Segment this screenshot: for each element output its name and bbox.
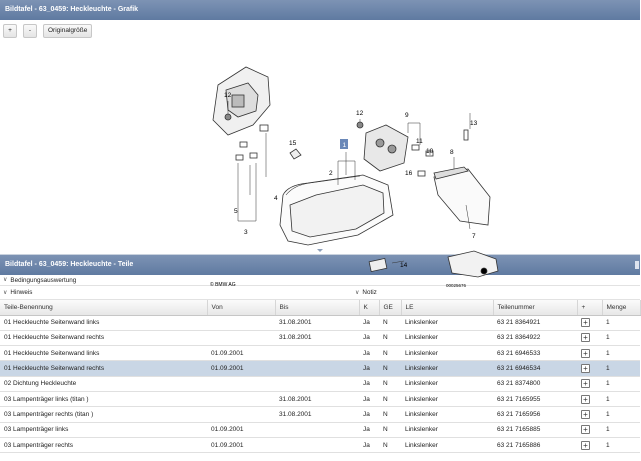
graphic-panel-header: Bildtafel - 63_0459: Heckleuchte - Grafik <box>0 0 640 20</box>
column-part-number-cell: 63 21 8374800 <box>493 376 577 391</box>
column-quantity-header[interactable]: Menge <box>602 300 640 315</box>
diagram-housing-left-inner <box>232 95 244 107</box>
diagram-label[interactable]: 8 <box>450 149 454 156</box>
splitter-arrow-icon <box>317 249 323 252</box>
column-le-cell: Linkslenker <box>401 376 493 391</box>
add-to-cart-icon[interactable]: + <box>581 364 590 373</box>
diagram-carrier-socket-b <box>388 145 396 153</box>
hint-label: Hinweis <box>10 289 33 296</box>
diagram-label[interactable]: 9 <box>405 112 409 119</box>
diagram-label[interactable]: 4 <box>274 195 278 202</box>
column-part-name-cell: 03 Lampenträger links <box>0 422 207 437</box>
zoom-in-button[interactable]: + <box>3 24 17 38</box>
column-k-cell: Ja <box>359 407 379 422</box>
table-row[interactable] <box>0 376 640 391</box>
column-quantity-cell: 1 <box>602 376 640 391</box>
conditions-row[interactable] <box>0 275 640 286</box>
note-toggle[interactable] <box>352 289 640 296</box>
add-to-cart-icon[interactable]: + <box>581 318 590 327</box>
table-row[interactable] <box>0 391 640 406</box>
column-ge-cell: N <box>379 346 401 361</box>
column-from-header[interactable]: Von <box>207 300 275 315</box>
chevron-down-icon: ∨ <box>3 276 8 283</box>
add-to-cart-cell <box>577 346 602 361</box>
table-row[interactable] <box>0 422 640 437</box>
table-row[interactable] <box>0 361 640 376</box>
column-quantity-cell: 1 <box>602 315 640 330</box>
column-ge-cell: N <box>379 315 401 330</box>
add-to-cart-cell <box>577 391 602 406</box>
parts-diagram[interactable] <box>198 45 506 288</box>
column-ge-cell: N <box>379 422 401 437</box>
add-to-cart-cell <box>577 376 602 391</box>
column-le-cell: Linkslenker <box>401 346 493 361</box>
hint-note-row <box>0 286 640 300</box>
table-row[interactable] <box>0 437 640 452</box>
column-le-cell: Linkslenker <box>401 330 493 345</box>
column-ge-cell: N <box>379 361 401 376</box>
table-header-row <box>0 300 640 315</box>
column-quantity-cell: 1 <box>602 437 640 452</box>
column-to-cell <box>275 422 359 437</box>
chevron-down-icon: ∨ <box>3 290 8 296</box>
column-ge-cell: N <box>379 391 401 406</box>
column-part-number-cell: 63 21 7165956 <box>493 407 577 422</box>
column-part-number-header[interactable]: Teilenummer <box>493 300 577 315</box>
column-to-cell <box>275 361 359 376</box>
add-to-cart-cell <box>577 422 602 437</box>
column-le-cell: Linkslenker <box>401 407 493 422</box>
diagram-label[interactable]: 3 <box>244 229 248 236</box>
chevron-down-icon: ∨ <box>355 290 360 296</box>
column-part-number-cell: 63 21 7165885 <box>493 422 577 437</box>
column-le-header[interactable]: LE <box>401 300 493 315</box>
panel-edge-icon[interactable] <box>635 261 639 269</box>
column-le-cell: Linkslenker <box>401 391 493 406</box>
column-part-name-header[interactable]: Teile-Benennung <box>0 300 207 315</box>
diagram-brand: © BMW AG <box>210 282 236 288</box>
column-part-name-cell: 01 Heckleuchte Seitenwand links <box>0 346 207 361</box>
column-from-cell <box>207 376 275 391</box>
hint-toggle[interactable] <box>0 289 352 296</box>
column-add-header[interactable]: + <box>577 300 602 315</box>
diagram-label[interactable]: 13 <box>470 120 478 127</box>
column-part-number-cell: 63 21 7165955 <box>493 391 577 406</box>
column-part-name-cell: 01 Heckleuchte Seitenwand rechts <box>0 361 207 376</box>
column-from-cell: 01.09.2001 <box>207 437 275 452</box>
table-row[interactable] <box>0 346 640 361</box>
column-k-cell: Ja <box>359 315 379 330</box>
add-to-cart-cell <box>577 330 602 345</box>
column-le-cell: Linkslenker <box>401 437 493 452</box>
column-k-cell: Ja <box>359 422 379 437</box>
column-part-name-cell: 02 Dichtung Heckleuchte <box>0 376 207 391</box>
table-row[interactable] <box>0 330 640 345</box>
diagram-socket-15 <box>290 149 301 159</box>
column-to-cell: 31.08.2001 <box>275 407 359 422</box>
add-to-cart-icon[interactable]: + <box>581 333 590 342</box>
add-to-cart-icon[interactable]: + <box>581 441 590 450</box>
original-size-button[interactable]: Originalgröße <box>43 24 92 38</box>
diagram-label[interactable]: 16 <box>405 170 413 177</box>
column-to-cell <box>275 346 359 361</box>
diagram-image-code: 00025676 <box>446 283 467 288</box>
add-to-cart-cell <box>577 407 602 422</box>
diagram-label[interactable]: 2 <box>329 170 333 177</box>
column-to-cell: 31.08.2001 <box>275 391 359 406</box>
column-part-name-cell: 01 Heckleuchte Seitenwand links <box>0 315 207 330</box>
diagram-label[interactable]: 15 <box>289 140 297 147</box>
diagram-label[interactable]: 10 <box>426 148 434 155</box>
diagram-label[interactable]: 7 <box>472 233 476 240</box>
graphic-toolbar <box>0 20 640 42</box>
column-ge-header[interactable]: GE <box>379 300 401 315</box>
column-le-cell: Linkslenker <box>401 422 493 437</box>
column-k-cell: Ja <box>359 391 379 406</box>
column-quantity-cell: 1 <box>602 330 640 345</box>
diagram-label[interactable]: 14 <box>400 262 408 269</box>
column-quantity-cell: 1 <box>602 346 640 361</box>
column-quantity-cell: 1 <box>602 407 640 422</box>
add-to-cart-icon[interactable]: + <box>581 379 590 388</box>
column-quantity-cell: 1 <box>602 361 640 376</box>
column-from-cell: 01.09.2001 <box>207 361 275 376</box>
table-row[interactable] <box>0 407 640 422</box>
column-from-cell <box>207 315 275 330</box>
diagram-carrier-socket-a <box>376 139 384 147</box>
column-ge-cell: N <box>379 376 401 391</box>
diagram-label[interactable]: 5 <box>234 208 238 215</box>
diagram-grommet-center <box>357 122 363 128</box>
column-le-cell: Linkslenker <box>401 361 493 376</box>
column-k-cell: Ja <box>359 361 379 376</box>
add-to-cart-icon[interactable]: + <box>581 425 590 434</box>
column-k-cell: Ja <box>359 330 379 345</box>
column-from-cell <box>207 330 275 345</box>
diagram-label[interactable]: 11 <box>416 138 423 145</box>
add-to-cart-icon[interactable]: + <box>581 410 590 419</box>
diagram-label[interactable]: 12 <box>356 110 364 117</box>
column-part-name-cell: 03 Lampenträger rechts <box>0 437 207 452</box>
column-to-cell <box>275 437 359 452</box>
column-quantity-cell: 1 <box>602 391 640 406</box>
conditions-label: Bedingungsauswertung <box>10 276 77 284</box>
add-to-cart-cell <box>577 437 602 452</box>
column-part-number-cell: 63 21 6946534 <box>493 361 577 376</box>
column-to-cell: 31.08.2001 <box>275 315 359 330</box>
add-to-cart-icon[interactable]: + <box>581 349 590 358</box>
column-to-header[interactable]: Bis <box>275 300 359 315</box>
diagram-grommet-left <box>225 114 231 120</box>
column-part-name-cell: 03 Lampenträger rechts (titan ) <box>0 407 207 422</box>
column-part-number-cell: 63 21 6946533 <box>493 346 577 361</box>
column-k-cell: Ja <box>359 346 379 361</box>
add-to-cart-cell <box>577 361 602 376</box>
column-part-number-cell: 63 21 7165886 <box>493 437 577 452</box>
parts-table <box>0 300 641 453</box>
column-k-header[interactable]: K <box>359 300 379 315</box>
zoom-out-button[interactable]: - <box>23 24 37 38</box>
add-to-cart-cell <box>577 315 602 330</box>
parts-panel-header <box>0 255 640 275</box>
column-part-name-cell: 03 Lampenträger links (titan ) <box>0 391 207 406</box>
column-part-number-cell: 63 21 8364922 <box>493 330 577 345</box>
note-label: Notiz <box>362 289 377 296</box>
column-k-cell: Ja <box>359 376 379 391</box>
diagram-label[interactable]: 12 <box>224 92 232 99</box>
column-quantity-cell: 1 <box>602 422 640 437</box>
panel-splitter[interactable] <box>0 247 640 255</box>
parts-panel-title: Bildtafel - 63_0459: Heckleuchte - Teile <box>5 261 134 268</box>
column-to-cell: 31.08.2001 <box>275 330 359 345</box>
add-to-cart-icon[interactable]: + <box>581 395 590 404</box>
column-to-cell <box>275 376 359 391</box>
column-from-cell <box>207 391 275 406</box>
column-ge-cell: N <box>379 330 401 345</box>
column-ge-cell: N <box>379 407 401 422</box>
column-ge-cell: N <box>379 437 401 452</box>
diagram-label-selected[interactable]: 1 <box>342 142 347 149</box>
column-part-name-cell: 01 Heckleuchte Seitenwand rechts <box>0 330 207 345</box>
column-k-cell: Ja <box>359 437 379 452</box>
column-part-number-cell: 63 21 8364921 <box>493 315 577 330</box>
column-le-cell: Linkslenker <box>401 315 493 330</box>
column-from-cell: 01.09.2001 <box>207 346 275 361</box>
diagram-lamp-carrier <box>364 125 408 171</box>
column-from-cell: 01.09.2001 <box>207 422 275 437</box>
diagram-car-marker <box>481 268 487 274</box>
table-body <box>0 315 640 453</box>
column-from-cell <box>207 407 275 422</box>
table-row[interactable] <box>0 315 640 330</box>
